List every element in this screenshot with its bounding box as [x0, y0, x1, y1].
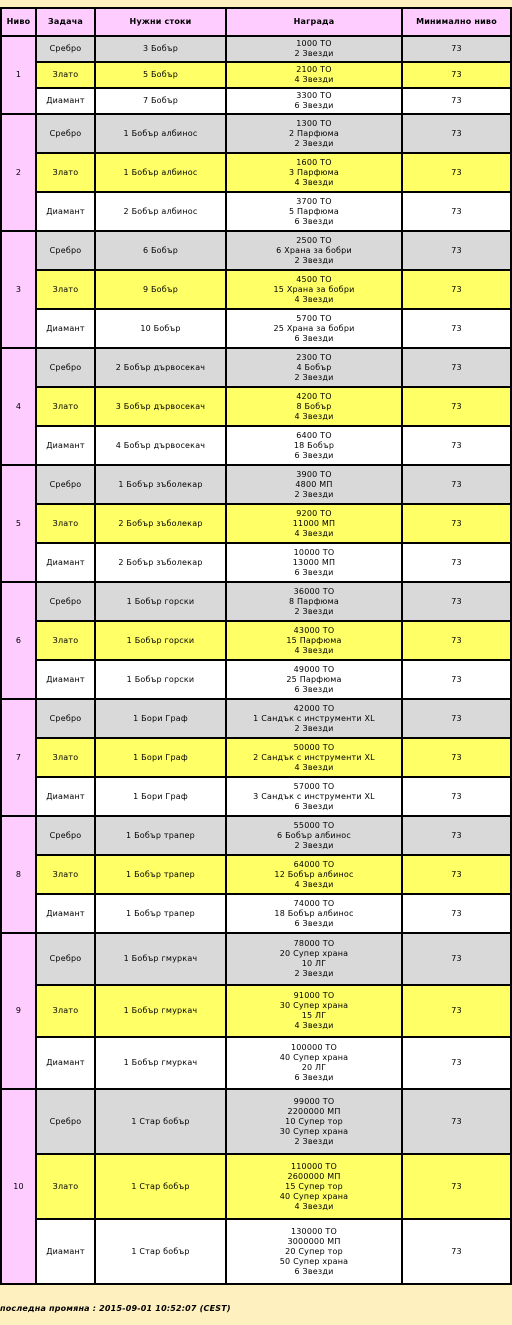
table-row [2, 817, 510, 854]
reward-line: 40 Супер храна [279, 1191, 349, 1201]
goods-cell: 1 Бори Граф [96, 739, 225, 776]
table-row [2, 271, 510, 308]
goods-cell: 1 Бобър албинос [96, 115, 225, 152]
table-row [2, 427, 510, 464]
table-row [2, 934, 510, 984]
task-cell: Сребро [37, 583, 94, 620]
task-cell: Диамант [37, 778, 94, 815]
goods-cell: 10 Бобър [96, 310, 225, 347]
goods-cell: 1 Бобър албинос [96, 154, 225, 191]
reward-cell [227, 505, 401, 542]
reward-cell [227, 934, 401, 984]
reward-line: 25 Парфюма [286, 674, 342, 684]
reward-line: 20 Супер тор [285, 1246, 343, 1256]
reward-line: 6 Бобър албинос [277, 830, 351, 840]
task-cell: Диамант [37, 895, 94, 932]
task-cell: Сребро [37, 466, 94, 503]
reward-line: 55000 ТО [293, 820, 335, 830]
min-level-cell: 73 [403, 193, 510, 230]
goods-cell: 1 Бобър гмуркач [96, 986, 225, 1036]
goods-cell: 3 Бобър дървосекач [96, 388, 225, 425]
reward-line: 6 Звезди [294, 1073, 334, 1082]
table-row [2, 466, 510, 503]
reward-line: 10000 ТО [293, 547, 335, 557]
reward-line: 3900 ТО [296, 469, 332, 479]
reward-line: 2 Звезди [294, 49, 334, 58]
reward-line: 13000 МП [292, 557, 336, 567]
table-row [2, 193, 510, 230]
reward-line: 2500 ТО [296, 235, 332, 245]
reward-line: 5 Парфюма [289, 206, 339, 216]
goods-cell: 1 Бобър горски [96, 661, 225, 698]
reward-line: 2 Звезди [294, 372, 334, 382]
task-cell: Злато [37, 505, 94, 542]
reward-line: 20 Супер храна [279, 949, 349, 958]
task-cell: Злато [37, 271, 94, 308]
min-level-cell: 73 [403, 856, 510, 893]
reward-line: 3 Парфюма [289, 167, 339, 177]
task-cell: Сребро [37, 349, 94, 386]
reward-line: 5700 ТО [296, 313, 332, 323]
min-level-cell: 73 [403, 310, 510, 347]
task-cell: Сребро [37, 817, 94, 854]
reward-cell [227, 427, 401, 464]
header-row [2, 9, 510, 35]
goods-cell: 1 Бори Граф [96, 700, 225, 737]
goods-cell: 5 Бобър [96, 63, 225, 87]
header-task: Задача [37, 9, 94, 35]
header-goods: Нужни стоки [96, 9, 225, 35]
min-level-cell: 73 [403, 1155, 510, 1218]
goods-cell: 9 Бобър [96, 271, 225, 308]
reward-cell [227, 1155, 401, 1218]
reward-line: 4 Звезди [294, 1021, 334, 1030]
reward-line: 4 Звезди [294, 411, 334, 421]
min-level-cell: 73 [403, 271, 510, 308]
reward-line: 4 Звезди [294, 1201, 334, 1211]
table-row [2, 37, 510, 61]
reward-cell [227, 37, 401, 61]
goods-cell: 1 Бобър горски [96, 583, 225, 620]
reward-cell [227, 739, 401, 776]
min-level-cell: 73 [403, 1090, 510, 1153]
min-level-cell: 73 [403, 154, 510, 191]
reward-line: 1 Сандък с инструменти XL [253, 713, 375, 723]
reward-cell [227, 349, 401, 386]
reward-line: 91000 ТО [293, 991, 335, 1000]
table-row [2, 63, 510, 87]
min-level-cell: 73 [403, 1038, 510, 1088]
reward-line: 3700 ТО [296, 196, 332, 206]
table-row [2, 583, 510, 620]
min-level-cell: 73 [403, 1220, 510, 1283]
goods-cell: 3 Бобър [96, 37, 225, 61]
reward-cell [227, 1090, 401, 1153]
reward-line: 12 Бобър албинос [274, 869, 354, 879]
goods-cell: 1 Бобър трапер [96, 856, 225, 893]
reward-line: 2 Звезди [294, 969, 334, 978]
reward-line: 10 Супер тор [285, 1116, 343, 1126]
reward-line: 2300 ТО [296, 352, 332, 362]
reward-cell [227, 89, 401, 113]
goods-cell: 1 Бобър трапер [96, 895, 225, 932]
reward-line: 2 Звезди [294, 723, 334, 733]
reward-line: 6 Звезди [294, 333, 334, 343]
reward-line: 6 Звезди [294, 101, 334, 110]
reward-line: 9200 ТО [296, 508, 332, 518]
reward-cell [227, 310, 401, 347]
goods-cell: 4 Бобър дървосекач [96, 427, 225, 464]
min-level-cell: 73 [403, 349, 510, 386]
reward-line: 15 Парфюма [286, 635, 342, 645]
level-cell: 2 [2, 115, 35, 230]
reward-line: 4 Звезди [294, 75, 334, 84]
reward-line: 2100 ТО [296, 65, 332, 74]
reward-line: 2 Сандък с инструменти XL [253, 752, 375, 762]
reward-line: 110000 ТО [290, 1161, 338, 1171]
reward-cell [227, 544, 401, 581]
goods-cell: 1 Бобър гмуркач [96, 934, 225, 984]
reward-line: 43000 ТО [293, 625, 335, 635]
reward-line: 1600 ТО [296, 157, 332, 167]
table-row [2, 349, 510, 386]
level-cell: 3 [2, 232, 35, 347]
reward-line: 25 Храна за бобри [273, 323, 355, 333]
reward-line: 74000 ТО [293, 898, 335, 908]
reward-line: 6400 ТО [296, 430, 332, 440]
task-cell: Диамант [37, 310, 94, 347]
min-level-cell: 73 [403, 63, 510, 87]
table-row [2, 622, 510, 659]
table-row [2, 986, 510, 1036]
task-cell: Диамант [37, 89, 94, 113]
reward-line: 2600000 МП [287, 1171, 341, 1181]
task-cell: Сребро [37, 115, 94, 152]
last-modified: последна промяна : 2015-09-01 10:52:07 (CEST) [0, 1304, 231, 1313]
min-level-cell: 73 [403, 700, 510, 737]
reward-line: 6 Звезди [294, 1266, 334, 1276]
goods-cell: 1 Бобър горски [96, 622, 225, 659]
header-level: Ниво [2, 9, 35, 35]
reward-cell [227, 583, 401, 620]
min-level-cell: 73 [403, 739, 510, 776]
goods-cell: 1 Стар бобър [96, 1220, 225, 1283]
min-level-cell: 73 [403, 37, 510, 61]
level-cell: 1 [2, 37, 35, 113]
header-min-level: Минимално ниво [403, 9, 510, 35]
table-row [2, 1155, 510, 1218]
reward-line: 18 Бобър [293, 440, 335, 450]
min-level-cell: 73 [403, 505, 510, 542]
min-level-cell: 73 [403, 388, 510, 425]
task-cell: Злато [37, 739, 94, 776]
reward-cell [227, 1038, 401, 1088]
reward-cell [227, 193, 401, 230]
reward-line: 4500 ТО [296, 274, 332, 284]
reward-cell [227, 1220, 401, 1283]
table-row [2, 739, 510, 776]
reward-line: 4 Звезди [294, 294, 334, 304]
reward-line: 10 ЛГ [301, 959, 327, 968]
reward-cell [227, 895, 401, 932]
table-row [2, 1090, 510, 1153]
table-row [2, 1038, 510, 1088]
task-cell: Сребро [37, 232, 94, 269]
reward-line: 49000 ТО [293, 664, 335, 674]
reward-cell [227, 661, 401, 698]
table-row [2, 700, 510, 737]
reward-line: 8 Бобър [296, 401, 332, 411]
reward-cell [227, 63, 401, 87]
min-level-cell: 73 [403, 986, 510, 1036]
reward-cell [227, 115, 401, 152]
reward-line: 99000 ТО [293, 1096, 335, 1106]
reward-line: 11000 МП [292, 518, 336, 528]
goods-cell: 1 Бобър гмуркач [96, 1038, 225, 1088]
reward-line: 15 Супер тор [285, 1181, 343, 1191]
table-row [2, 310, 510, 347]
min-level-cell: 73 [403, 661, 510, 698]
reward-line: 2 Звезди [294, 489, 334, 499]
min-level-cell: 73 [403, 895, 510, 932]
reward-line: 2 Парфюма [289, 128, 339, 138]
table-row [2, 154, 510, 191]
goods-cell: 1 Бори Граф [96, 778, 225, 815]
reward-line: 15 ЛГ [301, 1011, 327, 1020]
min-level-cell: 73 [403, 817, 510, 854]
goods-cell: 1 Бобър трапер [96, 817, 225, 854]
table-row [2, 895, 510, 932]
task-cell: Сребро [37, 1090, 94, 1153]
task-cell: Диамант [37, 193, 94, 230]
min-level-cell: 73 [403, 544, 510, 581]
level-cell: 10 [2, 1090, 35, 1283]
reward-cell [227, 388, 401, 425]
task-cell: Сребро [37, 700, 94, 737]
reward-line: 4 Звезди [294, 177, 334, 187]
reward-cell [227, 154, 401, 191]
task-cell: Злато [37, 986, 94, 1036]
quests-table [0, 7, 512, 1285]
goods-cell: 2 Бобър албинос [96, 193, 225, 230]
goods-cell: 1 Стар бобър [96, 1090, 225, 1153]
goods-cell: 1 Бобър зъболекар [96, 466, 225, 503]
task-cell: Злато [37, 388, 94, 425]
level-cell: 8 [2, 817, 35, 932]
task-cell: Злато [37, 856, 94, 893]
level-cell: 7 [2, 700, 35, 815]
reward-line: 4 Звезди [294, 762, 334, 772]
reward-line: 100000 ТО [290, 1043, 338, 1052]
reward-line: 57000 ТО [293, 781, 335, 791]
reward-line: 8 Парфюма [289, 596, 339, 606]
reward-line: 40 Супер храна [279, 1053, 349, 1062]
level-cell: 4 [2, 349, 35, 464]
task-cell: Злато [37, 63, 94, 87]
reward-line: 50 Супер храна [279, 1256, 349, 1266]
task-cell: Злато [37, 622, 94, 659]
reward-line: 4 Бобър [296, 362, 332, 372]
reward-line: 18 Бобър албинос [274, 908, 354, 918]
table-body [2, 37, 510, 1283]
task-cell: Диамант [37, 427, 94, 464]
min-level-cell: 73 [403, 466, 510, 503]
reward-line: 2 Звезди [294, 255, 334, 265]
goods-cell: 2 Бобър дървосекач [96, 349, 225, 386]
min-level-cell: 73 [403, 583, 510, 620]
table-row [2, 544, 510, 581]
reward-line: 6 Звезди [294, 216, 334, 226]
reward-line: 4800 МП [295, 479, 333, 489]
min-level-cell: 73 [403, 934, 510, 984]
reward-line: 15 Храна за бобри [273, 284, 355, 294]
reward-cell [227, 778, 401, 815]
task-cell: Диамант [37, 1038, 94, 1088]
task-cell: Злато [37, 1155, 94, 1218]
reward-line: 4 Звезди [294, 528, 334, 538]
table-row [2, 115, 510, 152]
header-reward: Награда [227, 9, 401, 35]
reward-line: 6 Звезди [294, 684, 334, 694]
reward-line: 2 Звезди [294, 840, 334, 850]
goods-cell: 1 Стар бобър [96, 1155, 225, 1218]
reward-line: 4 Звезди [294, 879, 334, 889]
reward-line: 6 Звезди [294, 801, 334, 811]
min-level-cell: 73 [403, 427, 510, 464]
reward-cell [227, 466, 401, 503]
reward-cell [227, 817, 401, 854]
reward-line: 36000 ТО [293, 586, 335, 596]
reward-line: 3 Сандък с инструменти XL [253, 791, 375, 801]
goods-cell: 2 Бобър зъболекар [96, 505, 225, 542]
reward-line: 1000 ТО [296, 39, 332, 48]
table-row [2, 505, 510, 542]
min-level-cell: 73 [403, 115, 510, 152]
level-cell: 6 [2, 583, 35, 698]
reward-line: 2 Звезди [294, 1136, 334, 1146]
task-cell: Сребро [37, 934, 94, 984]
level-cell: 5 [2, 466, 35, 581]
table-row [2, 1220, 510, 1283]
goods-cell: 2 Бобър зъболекар [96, 544, 225, 581]
reward-line: 2200000 МП [287, 1106, 341, 1116]
table-row [2, 89, 510, 113]
table-row [2, 856, 510, 893]
reward-line: 6 Храна за бобри [276, 245, 352, 255]
reward-line: 42000 ТО [293, 703, 335, 713]
reward-line: 6 Звезди [294, 918, 334, 928]
reward-cell [227, 986, 401, 1036]
reward-line: 4200 ТО [296, 391, 332, 401]
reward-line: 6 Звезди [294, 567, 334, 577]
reward-line: 2 Звезди [294, 606, 334, 616]
reward-line: 1300 ТО [296, 118, 332, 128]
reward-cell [227, 856, 401, 893]
task-cell: Диамант [37, 544, 94, 581]
task-cell: Диамант [37, 1220, 94, 1283]
table-row [2, 661, 510, 698]
reward-line: 30 Супер храна [279, 1126, 349, 1136]
reward-line: 50000 ТО [293, 742, 335, 752]
table-row [2, 778, 510, 815]
reward-line: 4 Звезди [294, 645, 334, 655]
reward-line: 64000 ТО [293, 859, 335, 869]
goods-cell: 7 Бобър [96, 89, 225, 113]
min-level-cell: 73 [403, 622, 510, 659]
reward-cell [227, 232, 401, 269]
reward-line: 3000000 МП [287, 1236, 341, 1246]
table-row [2, 232, 510, 269]
task-cell: Злато [37, 154, 94, 191]
goods-cell: 6 Бобър [96, 232, 225, 269]
task-cell: Сребро [37, 37, 94, 61]
reward-line: 3300 ТО [296, 91, 332, 100]
table-row [2, 388, 510, 425]
reward-cell [227, 700, 401, 737]
reward-line: 20 ЛГ [301, 1063, 327, 1072]
reward-line: 78000 ТО [293, 939, 335, 948]
reward-cell [227, 271, 401, 308]
min-level-cell: 73 [403, 778, 510, 815]
level-cell: 9 [2, 934, 35, 1088]
reward-line: 30 Супер храна [279, 1001, 349, 1010]
reward-line: 2 Звезди [294, 138, 334, 148]
reward-line: 130000 ТО [290, 1226, 338, 1236]
reward-cell [227, 622, 401, 659]
task-cell: Диамант [37, 661, 94, 698]
reward-line: 6 Звезди [294, 450, 334, 460]
min-level-cell: 73 [403, 89, 510, 113]
min-level-cell: 73 [403, 232, 510, 269]
